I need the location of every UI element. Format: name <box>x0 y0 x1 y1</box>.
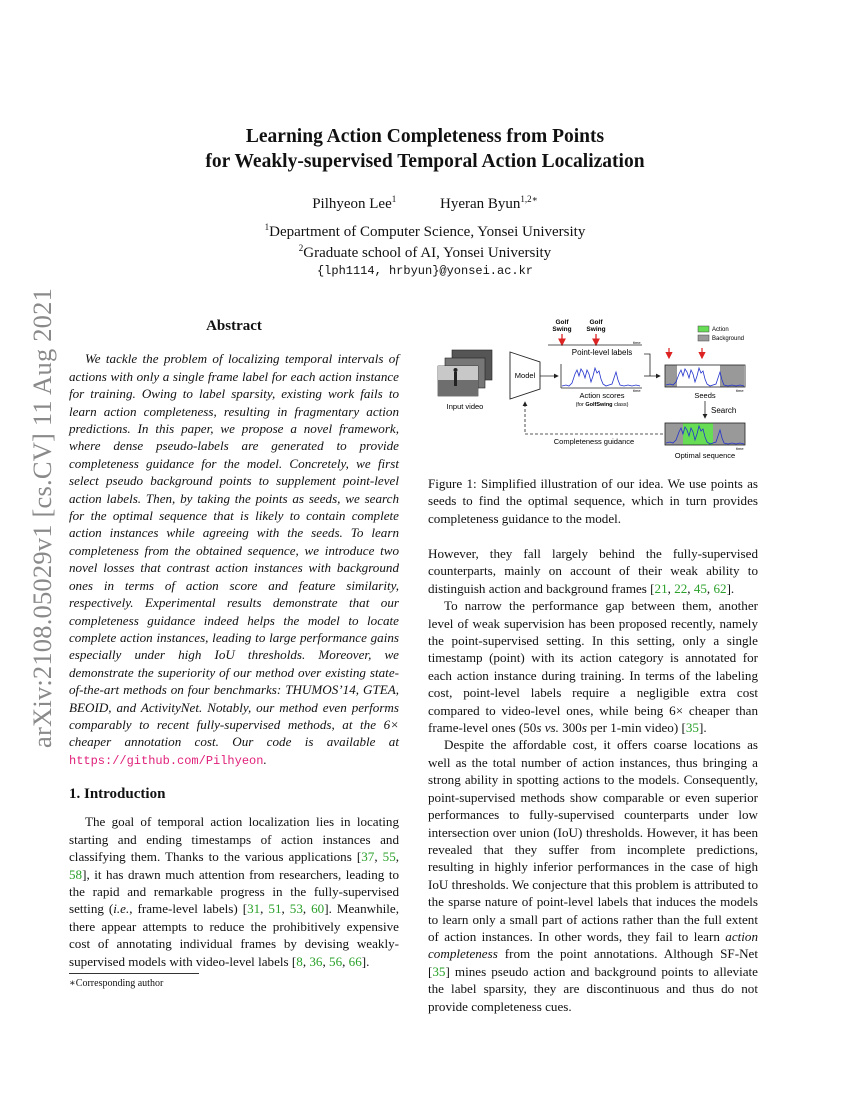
figure-1 <box>428 312 768 462</box>
citation[interactable]: 55 <box>382 849 396 865</box>
paper-title <box>0 124 850 174</box>
introduction-heading: 1. Introduction <box>69 786 166 802</box>
citation[interactable]: 62 <box>713 580 727 596</box>
completeness-guidance-label: Completeness guidance <box>553 437 635 446</box>
legend-action-swatch <box>698 326 709 332</box>
author-list <box>0 196 850 213</box>
affiliation-2: $^2$Graduate school of AI, Yonsei University <box>298 243 552 261</box>
legend-background-swatch <box>698 335 709 341</box>
abstract-heading: Abstract <box>206 318 262 334</box>
time-label-optimal: time <box>736 446 744 451</box>
title-line-1: Learning Action Completeness from Points <box>245 126 605 147</box>
citation[interactable]: 36 <box>309 953 323 969</box>
abstract-text: We tackle the problem of localizing temporal intervals of actions with only a single frame label for each action instance for training. Owing to label sparsity, existing work fails to learn action completeness, resulting in fragmentary action predictions. In this paper, we propose a novel framework, where dense pseudo-labels are generated to provide completeness guidance for the model. Concretely, we first select pseudo background points to supplement point-level action labels. Then, by taking the points as seeds, we search for the optimal sequence that is likely to contain complete action instances while agreeing with the seeds. To learn completeness from the obtained sequence, we introduce two novel losses that contrast action instances with background ones in terms of action score and feature similarity, respectively. Experimental results demonstrate that our completeness guidance indeed helps the model to locate complete action instances, leading to large performance gains especially under high IoU thresholds. Moreover, we demonstrate the superiority of our method over existing state-of-the-art methods on four benchmarks: THUMOS’14, GTEA, BEOID, and ActivityNet. Notably, our method even performs comparably to recent fully-supervised methods, at the 6× cheaper annotation cost. Our code is available at https://github.com/Pilhyeon. <box>69 351 399 768</box>
time-label-seeds: time <box>736 388 744 393</box>
optimal-sequence-label: Optimal sequence <box>674 451 736 460</box>
action-scores-label: Action scores <box>579 391 625 400</box>
author-email: {lph1114, hrbyun}@yonsei.ac.kr <box>316 264 534 278</box>
seeds-plot <box>665 348 745 387</box>
citation[interactable]: 56 <box>329 953 343 969</box>
citation[interactable]: 8 <box>296 953 303 969</box>
arxiv-id: arXiv:2108.05029v1 [cs.CV] 11 Aug 2021 <box>27 287 57 748</box>
model-label: Model <box>514 371 536 380</box>
citation[interactable]: 53 <box>289 901 303 917</box>
optimal-sequence-plot <box>665 423 745 445</box>
introduction-section <box>69 786 399 970</box>
citation[interactable]: 51 <box>268 901 282 917</box>
golf-label-2b: Swing <box>586 326 606 333</box>
citation[interactable]: 22 <box>674 580 688 596</box>
intro-paragraph-1: The goal of temporal action localization lies in locating starting and ending timestamps of action instances and classifying them. Thanks to the various applications [37, 55, 58], it has drawn much attention from researchers, leading to the rapid and remarkable progress in the fully-supervised setting (i.e., frame-level labels) [31, 51, 53, 60]. Meanwhile, there appear attempts to reduce the prohibitively expensive cost of annotating individual frames by devising weakly-supervised models with video-level labels [8, 36, 56, 66]. <box>69 814 400 969</box>
abstract-section <box>69 318 399 770</box>
arxiv-stamp <box>22 286 62 748</box>
footnote: ∗Corresponding author <box>69 978 164 989</box>
citation[interactable]: 60 <box>311 901 325 917</box>
to-seeds-arrow <box>644 354 660 376</box>
search-label: Search <box>711 406 737 415</box>
right-paragraph-1: However, they fall largely behind the fully-supervised counterparts, mainly on account of their weak ability to distinguish action and background frames [21, 22, 45, 62]. <box>428 546 758 596</box>
right-paragraph-2: To narrow the performance gap between them, another level of weak supervision has been proposed recently, namely the point-supervised setting. In this setting, only a single timestamp (point) with its action category is annotated for each action instance during training. In terms of the labeling cost, point-level labels require a negligible extra cost compared to video-level ones, while being 6× cheaper than frame-level ones (50s vs. 300s per 1-min video) [35]. <box>428 598 758 736</box>
footnote-rule <box>69 973 199 974</box>
citation[interactable]: 35 <box>685 720 699 736</box>
point-level-labels: Point-level labels <box>571 348 633 357</box>
time-label-scores: time <box>633 388 641 393</box>
golf-label-2a: Golf <box>589 319 603 326</box>
code-link[interactable]: https://github.com/Pilhyeon <box>69 753 264 768</box>
input-video-label: Input video <box>446 402 484 411</box>
golf-label-1b: Swing <box>552 326 572 333</box>
action-scores-sublabel: (for GolfSwing class) <box>575 402 629 408</box>
affiliation-1: $^1$Department of Computer Science, Yonsei University <box>264 222 586 240</box>
citation[interactable]: 35 <box>432 963 446 979</box>
affiliations <box>0 222 850 264</box>
legend-action: Action <box>712 327 729 333</box>
citation[interactable]: 31 <box>247 901 261 917</box>
figure-caption: Figure 1: Simplified illustration of our idea. We use points as seeds to find the optimal sequence, which in turn provides completeness guidance to the model. <box>428 476 758 526</box>
right-paragraph-3: Despite the affordable cost, it offers coarse locations as well as the total number of action instances, thus bringing a strong ability in spotting actions to the models. Consequently, point-supervised methods show comparable or even superior performances to fully-supervised counterparts under low intersection over union (IoU) thresholds. However, it has been revealed that they suffer from incomplete predictions, resulting in highly inferior performances in the case of high IoU thresholds. We conjecture that this problem is attributed to the sparse nature of point-level labels that induces the models to learn only a small part of actions rather than the full extent of action instances. In other words, they fail to learn action completeness from the point annotations. Although SF-Net [35] mines pseudo action and background points to alleviate the label sparsity, they are discontinuous and thus do not provide completeness cues. <box>428 737 758 1014</box>
citation[interactable]: 37 <box>361 849 375 865</box>
action-score-plot <box>561 364 642 388</box>
author-2: Hyeran Byun$^{1,2∗}$ <box>440 194 538 212</box>
legend-background: Background <box>712 336 745 342</box>
input-video-frames <box>438 350 492 396</box>
golf-label-1a: Golf <box>555 319 569 326</box>
title-line-2: for Weakly-supervised Temporal Action Localization <box>205 151 645 172</box>
citation[interactable]: 66 <box>348 953 362 969</box>
seeds-label: Seeds <box>694 391 716 400</box>
author-1: Pilhyeon Lee$^1$ <box>312 194 397 212</box>
citation[interactable]: 58 <box>69 866 83 882</box>
right-column-body <box>428 545 758 1015</box>
time-label-points: time <box>633 340 641 345</box>
citation[interactable]: 45 <box>693 580 707 596</box>
citation[interactable]: 21 <box>654 580 668 596</box>
